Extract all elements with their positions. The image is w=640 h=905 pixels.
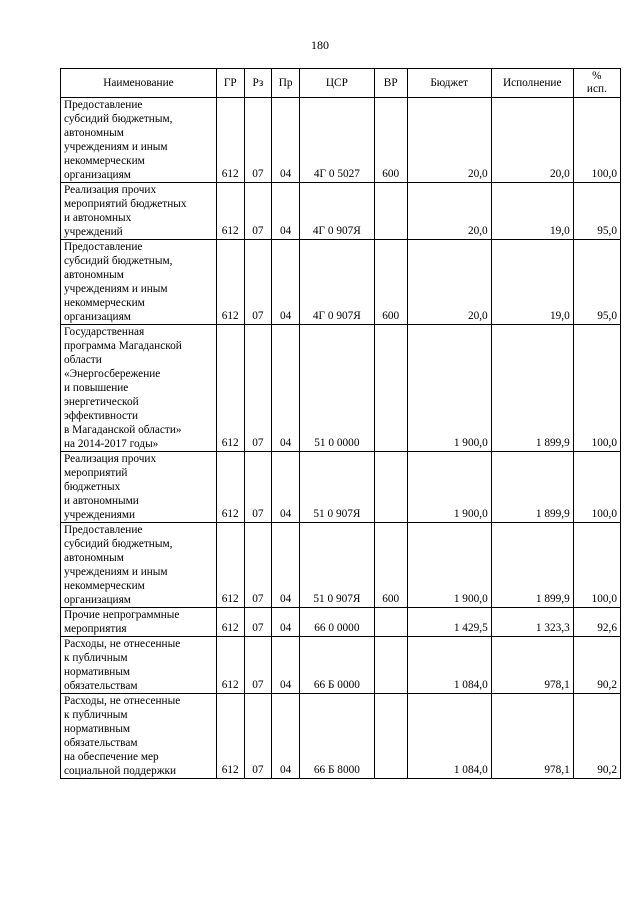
cell-vr <box>374 694 407 779</box>
cell-pr: 04 <box>272 240 300 325</box>
cell-pr: 04 <box>272 694 300 779</box>
cell-pct: 100,0 <box>573 325 620 452</box>
cell-name <box>61 637 217 694</box>
cell-csr: 51 0 907Я <box>299 523 374 608</box>
budget-execution-table <box>60 68 621 779</box>
cell-csr: 66 0 0000 <box>299 608 374 637</box>
cell-vr <box>374 608 407 637</box>
cell-pr: 04 <box>272 637 300 694</box>
cell-name-line: и автономных <box>64 212 132 224</box>
cell-name-line: автономным <box>64 552 124 564</box>
table-row <box>61 523 621 608</box>
cell-name-line: «Энергосбережение <box>64 368 161 380</box>
cell-budget: 1 084,0 <box>407 637 491 694</box>
header-csr: ЦСР <box>299 69 374 98</box>
cell-pct: 100,0 <box>573 98 620 183</box>
table-row <box>61 452 621 523</box>
cell-name-line: Реализация прочих <box>64 453 157 465</box>
cell-name-line: и автономными <box>64 495 139 507</box>
cell-name <box>61 240 217 325</box>
table-header-row <box>61 69 621 98</box>
cell-name-line: автономным <box>64 127 124 139</box>
cell-name-line: нормативным <box>64 666 131 678</box>
header-budget: Бюджет <box>407 69 491 98</box>
cell-name-line: субсидий бюджетным, <box>64 538 173 550</box>
cell-name-line: некоммерческим <box>64 297 145 309</box>
header-percent-symbol: % <box>592 70 602 82</box>
header-rz: Рз <box>244 69 272 98</box>
cell-vr <box>374 637 407 694</box>
cell-name-line: Реализация прочих <box>64 184 157 196</box>
header-name: Наименование <box>61 69 217 98</box>
cell-pr: 04 <box>272 183 300 240</box>
cell-name-line: учреждениям и иным <box>64 141 168 153</box>
cell-vr: 600 <box>374 98 407 183</box>
cell-name-line: Предоставление <box>64 524 143 536</box>
cell-gr: 612 <box>216 637 244 694</box>
table-row <box>61 240 621 325</box>
cell-name-line: в Магаданской области» <box>64 424 182 436</box>
cell-gr: 612 <box>216 523 244 608</box>
cell-name-line: Прочие непрограммные <box>64 609 180 621</box>
cell-name <box>61 608 217 637</box>
cell-gr: 612 <box>216 325 244 452</box>
cell-pct: 100,0 <box>573 523 620 608</box>
cell-name-line: Расходы, не отнесенные <box>64 695 181 707</box>
table-row <box>61 183 621 240</box>
cell-rz: 07 <box>244 608 272 637</box>
cell-csr: 51 0 0000 <box>299 325 374 452</box>
cell-name-line: учреждениям и иным <box>64 283 168 295</box>
cell-execution: 1 899,9 <box>491 325 573 452</box>
cell-name-line: и повышение <box>64 382 129 394</box>
cell-execution: 1 899,9 <box>491 452 573 523</box>
table-row <box>61 694 621 779</box>
cell-csr: 66 Б 0000 <box>299 637 374 694</box>
cell-name-line: к публичным <box>64 652 128 664</box>
cell-execution: 20,0 <box>491 98 573 183</box>
cell-name-line: Предоставление <box>64 241 143 253</box>
cell-pr: 04 <box>272 523 300 608</box>
cell-csr: 4Г 0 5027 <box>299 98 374 183</box>
cell-rz: 07 <box>244 694 272 779</box>
header-percent <box>573 69 620 98</box>
cell-gr: 612 <box>216 183 244 240</box>
cell-name-line: учреждениям и иным <box>64 566 168 578</box>
cell-name <box>61 183 217 240</box>
cell-budget: 1 900,0 <box>407 523 491 608</box>
cell-name-line: субсидий бюджетным, <box>64 255 173 267</box>
cell-execution: 1 899,9 <box>491 523 573 608</box>
cell-name-line: социальной поддержки <box>64 765 177 777</box>
cell-name-line: организациям <box>64 169 131 181</box>
header-percent-label: исп. <box>586 83 607 95</box>
cell-gr: 612 <box>216 98 244 183</box>
table-row <box>61 637 621 694</box>
cell-name <box>61 452 217 523</box>
cell-budget: 1 429,5 <box>407 608 491 637</box>
cell-pct: 90,2 <box>573 637 620 694</box>
table-body <box>61 98 621 779</box>
cell-csr: 66 Б 8000 <box>299 694 374 779</box>
cell-gr: 612 <box>216 240 244 325</box>
cell-rz: 07 <box>244 183 272 240</box>
cell-vr <box>374 325 407 452</box>
cell-budget: 20,0 <box>407 183 491 240</box>
table-row <box>61 608 621 637</box>
cell-name-line: Предоставление <box>64 99 143 111</box>
cell-budget: 1 900,0 <box>407 325 491 452</box>
cell-rz: 07 <box>244 98 272 183</box>
cell-pct: 92,6 <box>573 608 620 637</box>
cell-name-line: области <box>64 354 102 366</box>
cell-csr: 51 0 907Я <box>299 452 374 523</box>
cell-execution: 978,1 <box>491 694 573 779</box>
cell-name-line: энергетической <box>64 396 139 408</box>
cell-execution: 19,0 <box>491 240 573 325</box>
cell-name <box>61 98 217 183</box>
cell-name-line: обязательствам <box>64 680 138 692</box>
cell-execution: 1 323,3 <box>491 608 573 637</box>
cell-pr: 04 <box>272 452 300 523</box>
cell-name-line: мероприятия <box>64 623 127 635</box>
cell-rz: 07 <box>244 452 272 523</box>
cell-vr <box>374 183 407 240</box>
cell-name-line: на обеспечение мер <box>64 751 159 763</box>
cell-name-line: мероприятий <box>64 467 128 479</box>
cell-budget: 1 900,0 <box>407 452 491 523</box>
cell-gr: 612 <box>216 452 244 523</box>
page-number: 180 <box>311 38 329 52</box>
cell-pct: 95,0 <box>573 240 620 325</box>
cell-name-line: к публичным <box>64 709 128 721</box>
cell-name-line: обязательствам <box>64 737 138 749</box>
cell-execution: 978,1 <box>491 637 573 694</box>
table-row <box>61 98 621 183</box>
cell-pct: 95,0 <box>573 183 620 240</box>
cell-pr: 04 <box>272 325 300 452</box>
cell-name <box>61 694 217 779</box>
cell-name-line: на 2014-2017 годы» <box>64 438 159 450</box>
cell-name-line: Государственная <box>64 326 145 338</box>
cell-pr: 04 <box>272 608 300 637</box>
cell-vr <box>374 452 407 523</box>
cell-name-line: программа Магаданской <box>64 340 182 352</box>
cell-pct: 100,0 <box>573 452 620 523</box>
cell-name-line: эффективности <box>64 410 138 422</box>
cell-gr: 612 <box>216 694 244 779</box>
cell-name <box>61 523 217 608</box>
cell-name-line: организациям <box>64 311 131 323</box>
cell-name-line: некоммерческим <box>64 580 145 592</box>
cell-name <box>61 325 217 452</box>
cell-rz: 07 <box>244 240 272 325</box>
cell-gr: 612 <box>216 608 244 637</box>
cell-pct: 90,2 <box>573 694 620 779</box>
cell-rz: 07 <box>244 325 272 452</box>
cell-name-line: организациям <box>64 594 131 606</box>
header-gr: ГР <box>216 69 244 98</box>
cell-rz: 07 <box>244 523 272 608</box>
cell-csr: 4Г 0 907Я <box>299 240 374 325</box>
cell-name-line: учреждениями <box>64 509 136 521</box>
cell-budget: 20,0 <box>407 240 491 325</box>
cell-rz: 07 <box>244 637 272 694</box>
cell-budget: 1 084,0 <box>407 694 491 779</box>
header-execution: Исполнение <box>491 69 573 98</box>
header-pr: Пр <box>272 69 300 98</box>
table-row <box>61 325 621 452</box>
cell-name-line: некоммерческим <box>64 155 145 167</box>
cell-name-line: автономным <box>64 269 124 281</box>
cell-budget: 20,0 <box>407 98 491 183</box>
cell-execution: 19,0 <box>491 183 573 240</box>
cell-vr: 600 <box>374 523 407 608</box>
cell-name-line: Расходы, не отнесенные <box>64 638 181 650</box>
cell-vr: 600 <box>374 240 407 325</box>
cell-name-line: мероприятий бюджетных <box>64 198 187 210</box>
cell-pr: 04 <box>272 98 300 183</box>
header-vr: ВР <box>374 69 407 98</box>
cell-name-line: бюджетных <box>64 481 121 493</box>
cell-csr: 4Г 0 907Я <box>299 183 374 240</box>
cell-name-line: учреждений <box>64 226 123 238</box>
cell-name-line: субсидий бюджетным, <box>64 113 173 125</box>
cell-name-line: нормативным <box>64 723 131 735</box>
